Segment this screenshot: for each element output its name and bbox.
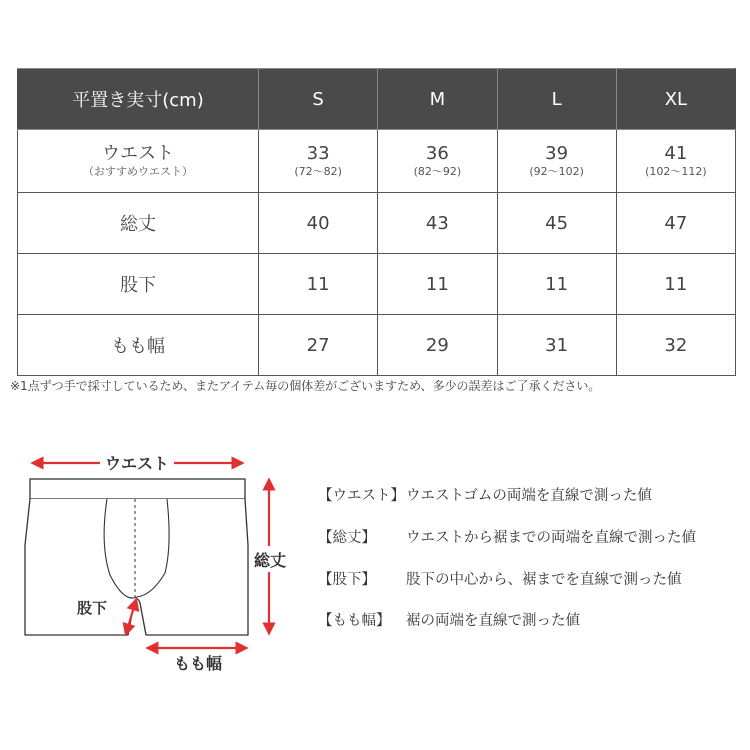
cell: 27 [259,315,378,376]
legend-item-length [318,526,696,547]
legend-key: 【総丈】 [318,530,376,546]
cell: 11 [378,254,497,315]
cell: 31 [497,315,616,376]
row-label: ウエスト （おすすめウエスト） [18,130,259,193]
header-size-m: M [378,69,497,130]
size-table-header [18,69,736,130]
legend-desc: 股下の中心から、裾までを直線で測った値 [406,572,682,588]
diagram-thigh-label: もも幅 [173,654,223,673]
header-size-s: S [259,69,378,130]
measurement-note: ※1点ずつ手で採寸しているため、またアイテム毎の個体差がございますため、多少の誤差はご了承ください。 [10,379,601,393]
cell: 40 [259,193,378,254]
cell: 39 (92〜102) [497,130,616,193]
legend-desc: ウエストから裾までの両端を直線で測った値 [406,530,696,546]
legend-item-inseam [318,568,682,589]
table-row-waist [18,130,736,193]
cell: 11 [497,254,616,315]
cell: 47 [616,193,735,254]
cell: 29 [378,315,497,376]
cell: 11 [616,254,735,315]
row-label: もも幅 [18,315,259,376]
diagram-waist-label: ウエスト [104,454,170,473]
boxer-outline [25,499,248,635]
waistband-shape [30,479,245,499]
legend-desc: 裾の両端を直線で測った値 [406,613,580,629]
table-row-thigh [18,315,736,376]
garment-diagram [20,445,300,685]
legend-key: 【ウエスト】 [318,488,405,504]
legend-key: 【股下】 [318,572,376,588]
legend-item-thigh [318,609,580,630]
size-table [17,68,736,376]
diagram-inseam-label: 股下 [76,599,108,617]
cell: 45 [497,193,616,254]
cell: 43 [378,193,497,254]
legend-key: 【もも幅】 [318,613,391,629]
header-label: 平置き実寸(cm) [18,69,259,130]
header-size-l: L [497,69,616,130]
table-row-inseam [18,254,736,315]
cell: 33 (72〜82) [259,130,378,193]
diagram-length-label: 総丈 [253,551,287,570]
legend-desc: ウエストゴムの両端を直線で測った値 [406,488,652,504]
legend-item-waist [318,484,652,505]
cell: 32 [616,315,735,376]
row-label: 総丈 [18,193,259,254]
cell: 36 (82〜92) [378,130,497,193]
cell: 11 [259,254,378,315]
row-label: 股下 [18,254,259,315]
cell: 41 (102〜112) [616,130,735,193]
table-row-length [18,193,736,254]
header-size-xl: XL [616,69,735,130]
